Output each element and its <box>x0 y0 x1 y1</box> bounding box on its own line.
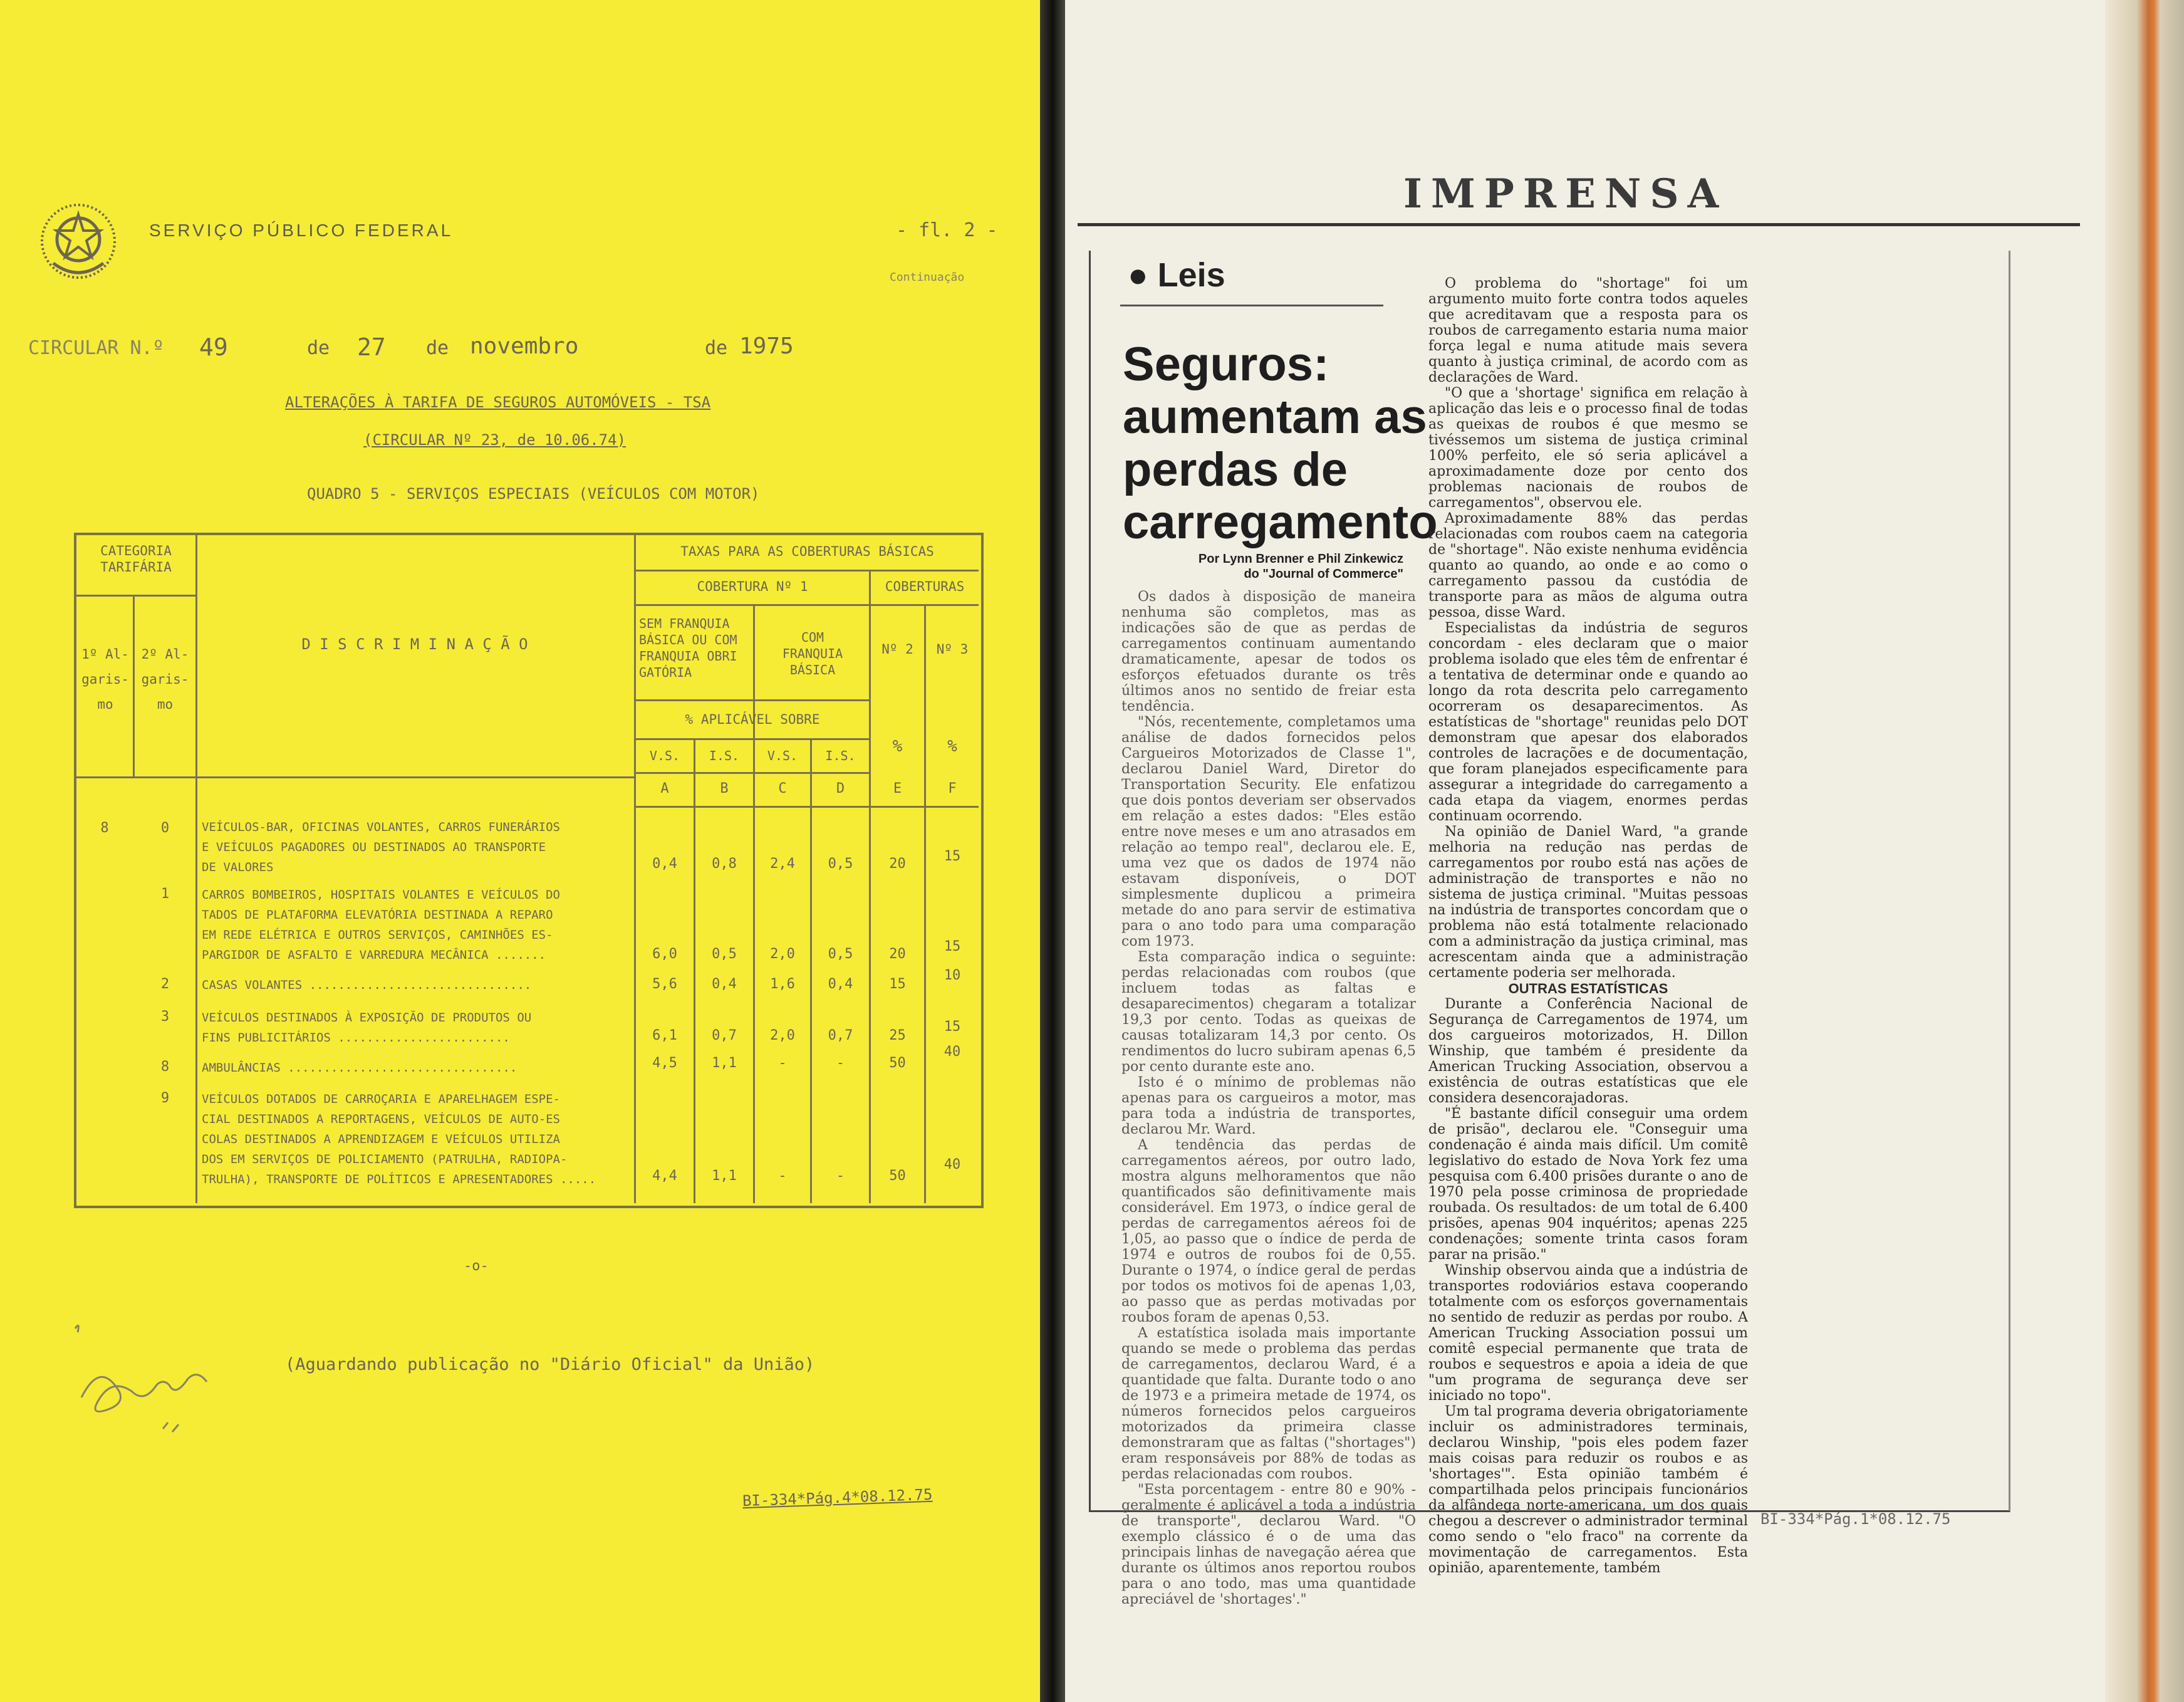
row-3-alg2: 3 <box>160 1009 170 1025</box>
row-4-d: - <box>836 1055 845 1071</box>
row-2-description: CASAS VOLANTES ............................... <box>202 978 532 992</box>
row-1-b: 0,5 <box>712 946 737 962</box>
row-2-c: 1,6 <box>770 976 795 992</box>
header-sem-franquia: SEM FRANQUIA BÁSICA OU COM FRANQUIA OBRI GATÓRIA <box>639 616 737 680</box>
row-4-alg2: 8 <box>160 1059 170 1075</box>
row-5-f: 40 <box>944 1157 961 1172</box>
row-1-e: 20 <box>889 946 906 962</box>
row-2-b: 0,4 <box>712 976 737 992</box>
sub-header-is-1: I.S. <box>709 748 740 763</box>
row-2-a: 5,6 <box>652 976 677 992</box>
subject-reference: (CIRCULAR Nº 23, de 10.06.74) <box>363 431 627 449</box>
row-3-e: 25 <box>889 1028 906 1043</box>
subhead-outras-estatisticas: OUTRAS ESTATÍSTICAS <box>1508 981 1668 996</box>
row-1-d: 0,5 <box>828 946 853 962</box>
row-5-description: VEÍCULOS DOTADOS DE CARROÇARIA E APARELHAGEM ESPE- CIAL DESTINADOS A REPORTAGENS, VEÍCULOS DE AUTO-ES COLAS DESTINADOS A APRENDIZAGEM E VEÍCULOS UTILIZA DOS EM SERVIÇOS DE POLICIAMENTO (PATRULHA, RADIOPA- TRULHA), TRANSPORTE DE POLÍTICOS E APRESENTADORES ..... <box>202 1092 596 1186</box>
col-letter-d: D <box>836 781 845 796</box>
header-cobertura-1: COBERTURA Nº 1 <box>697 579 808 594</box>
sub-header-is-2: I.S. <box>825 748 856 763</box>
section-rule <box>1078 223 2080 226</box>
row-0-description: VEÍCULOS-BAR, OFICINAS VOLANTES, CARROS FUNERÁRIOS E VEÍCULOS PAGADORES OU DESTINADOS AO TRANSPORTE DE VALORES <box>202 820 560 874</box>
row-5-alg2: 9 <box>160 1090 170 1106</box>
row-0-d: 0,5 <box>828 856 853 872</box>
row-5-e: 50 <box>889 1168 906 1184</box>
left-page-yellow-form <box>0 0 1040 1702</box>
row-1-a: 6,0 <box>652 946 677 962</box>
awaiting-publication-note: (Aguardando publicação no "Diário Oficial" da União) <box>285 1355 815 1374</box>
row-5-a: 4,4 <box>652 1168 677 1184</box>
circular-label: CIRCULAR N.º <box>28 337 164 359</box>
row-4-e: 50 <box>889 1055 906 1071</box>
article-column-1: Os dados à disposição de maneira nenhuma são completos, mas as indicações são de que as perdas de carregamentos continuam aumentando dramaticamente, apesar de todos os esforços efetuados durante os três últimos anos no sentido de freiar esta tendência. "Nós, recentemente, completamos uma análise de dados fornecidos pelos Cargueiros Motorizados de Classe 1", declarou Daniel Ward, Diretor do Transportation Security. Ele enfatizou que dois pontos deveriam ser observados em relação a estes dados: "Eles estão entre nove meses e um ano atrasados em relação ao tempo real", declarou ele. E, uma vez que os dados de 1974 não estavam disponíveis, o DOT simplesmente duplicou a primeira metade do ano para servir de estimativa para o ano todo para uma comparação com 1973. Esta comparação indica o seguinte: perdas relacionadas com roubos (que incluem todas as faltas e desaparecimentos) chegaram a totalizar 19,3 por cento. Todas as queixas de causas totalizaram 14,3 por cento. Os rendimentos do lucro subiram apenas 6,5 por cento durante este ano. Isto é o mínimo de problemas não apenas para os cargueiros a motor, mas para toda a indústria de transportes, declarou Mr. Ward. A tendência das perdas de carregamentos aéreos, por outro lado, mostra alguns melhoramentos que não quantificados são definitivamente mais considerável. Em 1973, o índice geral de perdas de carregamentos aéreos foi de 1,05, ao passo que o índice de perda de 1974 e outros de roubos foi de 0,55. Durante o 1974, o índice geral de perdas por todos os motivos foi de apenas 1,03, ao passo que as perdas motivadas por roubos foram de apenas 0,53. A estatística isolada mais importante quando se mede o problema das perdas de carregamentos, declarou Ward, é a quantidade que falta. Durante todo o ano de 1973 e a primeira metade de 1974, os números fornecidos pelos cargueiros motorizados da primeira classe demonstraram que as faltas ("shortages") eram responsáveis por 88% de todas as perdas relacionadas com roubos. "Esta porcentagem - entre 80 e 90% - geralmente é aplicável a toda a indústria de transporte", declarou Ward. "O exemplo clássico é o de uma das principais linhas de navegação aérea que durante os últimos anos reportou roubos para o ano todo, mas uma quantidade apreciável de 'shortages'." <box>1121 589 1416 1607</box>
section-title: IMPRENSA <box>1403 170 1728 217</box>
row-2-alg2: 2 <box>160 976 170 992</box>
date-month: novembro <box>470 333 579 359</box>
row-4-c: - <box>778 1055 787 1071</box>
header-cobertura-2: Nº 2 <box>881 642 913 657</box>
col-letter-b: B <box>720 781 729 796</box>
separator-mark: -o- <box>464 1258 489 1274</box>
row-4-description: AMBULÂNCIAS ................................ <box>202 1061 517 1075</box>
header-coberturas: COBERTURAS <box>885 579 965 594</box>
row-3-d: 0,7 <box>828 1028 853 1043</box>
row-3-description: VEÍCULOS DESTINADOS À EXPOSIÇÃO DE PRODUTOS OU FINS PUBLICITÁRIOS ........................ <box>202 1011 532 1045</box>
row-0-a: 0,4 <box>652 856 677 872</box>
continuation-label: Continuação <box>890 271 965 284</box>
header-percent-e: % <box>892 737 903 756</box>
header-aplicavel-sobre: % APLICÁVEL SOBRE <box>685 712 820 727</box>
sub-header-vs-1: V.S. <box>649 748 680 763</box>
row-0-alg2: 0 <box>160 820 170 836</box>
subject-title: ALTERAÇÕES À TARIFA DE SEGUROS AUTOMÓVEIS - TSA <box>285 394 711 411</box>
row-0-b: 0,8 <box>712 856 737 872</box>
header-percent-f: % <box>947 737 957 756</box>
row-4-a: 4,5 <box>652 1055 677 1071</box>
col-letter-e: E <box>893 781 902 796</box>
row-1-alg2: 1 <box>160 886 170 902</box>
row-1-c: 2,0 <box>770 946 795 962</box>
row-0-e: 20 <box>889 856 906 872</box>
service-title: SERVIÇO PÚBLICO FEDERAL <box>149 221 454 240</box>
row-0-alg1: 8 <box>100 820 109 836</box>
headline: Seguros: aumentam as perdas de carregamento <box>1123 338 1438 549</box>
table-caption: QUADRO 5 - SERVIÇOS ESPECIAIS (VEÍCULOS COM MOTOR) <box>307 485 760 503</box>
bullet-icon: ● <box>1128 256 1158 294</box>
row-2-f: 10 <box>944 968 961 983</box>
header-algarismo-2: 2º Al- garis- mo <box>141 647 189 712</box>
col-letter-a: A <box>660 781 669 796</box>
row-3-a: 6,1 <box>652 1028 677 1043</box>
row-0-f: 15 <box>944 848 961 864</box>
row-4-f: 40 <box>944 1044 961 1060</box>
federal-seal-icon <box>38 201 119 282</box>
folio-number: - fl. 2 - <box>896 219 998 241</box>
header-discriminacao: D I S C R I M I N A Ç Ã O <box>301 635 528 653</box>
row-1-description: CARROS BOMBEIROS, HOSPITAIS VOLANTES E VEÍCULOS DO TADOS DE PLATAFORMA ELEVATÓRIA DESTINADA A REPARO EM REDE ELÉTRICA E OUTROS SERVIÇOS, CAMINHÕES ES- PARGIDOR DE ASFALTO E VARREDURA MECÂNICA ....... <box>202 888 560 962</box>
row-3-c: 2,0 <box>770 1028 795 1043</box>
date-de-1: de <box>307 337 330 359</box>
header-taxas: TAXAS PARA AS COBERTURAS BÁSICAS <box>680 544 934 559</box>
col-letter-f: F <box>948 781 957 796</box>
binding-gutter <box>1040 0 1065 1702</box>
row-4-b: 1,1 <box>712 1055 737 1071</box>
row-2-d: 0,4 <box>828 976 853 992</box>
date-de-3: de <box>705 337 728 359</box>
row-0-c: 2,4 <box>770 856 795 872</box>
article-column-2: O problema do "shortage" foi um argumento muito forte contra todos aqueles que acreditavam que a resposta para os roubos de carregamento estaria numa maior força legal e numa atitude mais severa quanto à justiça criminal, de acordo com as declarações de Ward. "O que a 'shortage' significa em relação à aplicação das leis e o processo final de todas as queixas de roubos é que mesmo se tivéssemos um sistema de justiça criminal 100% perfeito, ele só seria aplicável a aproximadamente doze por cento dos problemas nacionais de roubos de carregamentos", observou ele. Aproximadamente 88% das perdas relacionadas com roubos caem na categoria de "shortage". Não existe nenhuma evidência quanto ao quando, ao onde e ao como o carregamento passou da custódia de transporte para as mãos de alguma outra pessoa, disse Ward. Especialistas da indústria de seguros concordam - eles declaram que o maior problema isolado que eles têm de enfrentar é a tentativa de determinar onde e quando ao longo da rota descrita pelo carregamento ocorreram os desaparecimentos. As estatísticas de "shortage" reunidas pelo DOT demonstram que apesar dos elaborados controles de lacrações e de documentação, que foram planejados especificamente para assegurar a integridade do carregamento a cada etapa da viagem, enormes perdas continuam ocorrendo. Na opinião de Daniel Ward, "a grande melhoria na redução nas perdas de carregamentos por roubo está nas ações de administração de transportes e não no sistema de justiça criminal. "Muitas pessoas na indústria de transportes concordam que o problema não está totalmente relacionado com a administração da justiça criminal, mas acrescentam ainda que a administração certamente poderia ser melhorada. OUTRAS ESTATÍSTICAS Durante a Conferência Nacional de Segurança de Carregamentos de 1974, um dos cargueiros motorizados, H. Dillon Winship, que também é presidente da American Trucking Association, observou a existência de outras estatísticas que ele considera desencorajadoras. "É bastante difícil conseguir uma ordem de prisão", declarou ele. "Conseguir uma condenação é ainda mais difícil. Um comitê legislativo do estado de Nova York fez uma pesquisa com 6.400 prisões durante o ano de 1970 pela posse criminosa de propriedade roubada. Os resultados: de um total de 6.400 prisões, apenas 904 inquéritos; apenas 225 condenações; somente trinta casos foram parar na prisão." Winship observou ainda que a indústria de transportes rodoviários estava cooperando totalmente com os esforços governamentais no sentido de reduzir as perdas por roubo. A American Trucking Association possui um comitê especial permanente que trata de roubos e sequestros e apoia a ideia de que "um programa de segurança deve ser iniciado no topo". Um tal programa deveria obrigatoriamente incluir os administradores terminais, declarou Winship, "pois eles podem fazer mais coisas para reduzir os roubos e as 'shortages'". Esta opinião também é compartilhada pelos principais funcionários da alfândega norte-americana, um dos quais chegou a descrever o administrador terminal como sendo o "elo fraco" na corrente da movimentação de carregamentos. Esta opinião, aparentemente, também <box>1428 276 1748 1576</box>
col-letter-c: C <box>778 781 787 796</box>
footer-reference: BI-334*Pág.4*08.12.75 <box>742 1485 933 1510</box>
kicker: ● Leis <box>1128 256 1225 294</box>
row-5-b: 1,1 <box>712 1168 737 1184</box>
footer-reference-right: BI-334*Pág.1*08.12.75 <box>1760 1510 1951 1528</box>
book-page-edges <box>2105 0 2184 1702</box>
row-2-e: 15 <box>889 976 906 992</box>
kicker-rule <box>1120 305 1383 306</box>
date-de-2: de <box>426 337 449 359</box>
byline: Por Lynn Brenner e Phil Zinkewicz do "Journal of Commerce" <box>1198 552 1403 581</box>
date-year: 1975 <box>739 333 794 359</box>
header-algarismo-1: 1º Al- garis- mo <box>81 647 129 712</box>
header-cobertura-3: Nº 3 <box>936 642 969 657</box>
header-com-franquia: COM FRANQUIA BÁSICA <box>782 630 843 677</box>
row-3-b: 0,7 <box>712 1028 737 1043</box>
row-5-c: - <box>778 1168 787 1184</box>
row-1-f: 15 <box>944 939 961 954</box>
header-categoria: CATEGORIA TARIFÁRIA <box>100 543 172 575</box>
right-page-newspaper <box>1065 0 2105 1702</box>
date-day: 27 <box>357 333 386 361</box>
tariff-table <box>74 533 984 1208</box>
sub-header-vs-2: V.S. <box>767 748 798 763</box>
handwritten-signature <box>56 1303 263 1454</box>
row-3-f: 15 <box>944 1019 961 1035</box>
row-5-d: - <box>836 1168 845 1184</box>
circular-number: 49 <box>199 333 228 361</box>
